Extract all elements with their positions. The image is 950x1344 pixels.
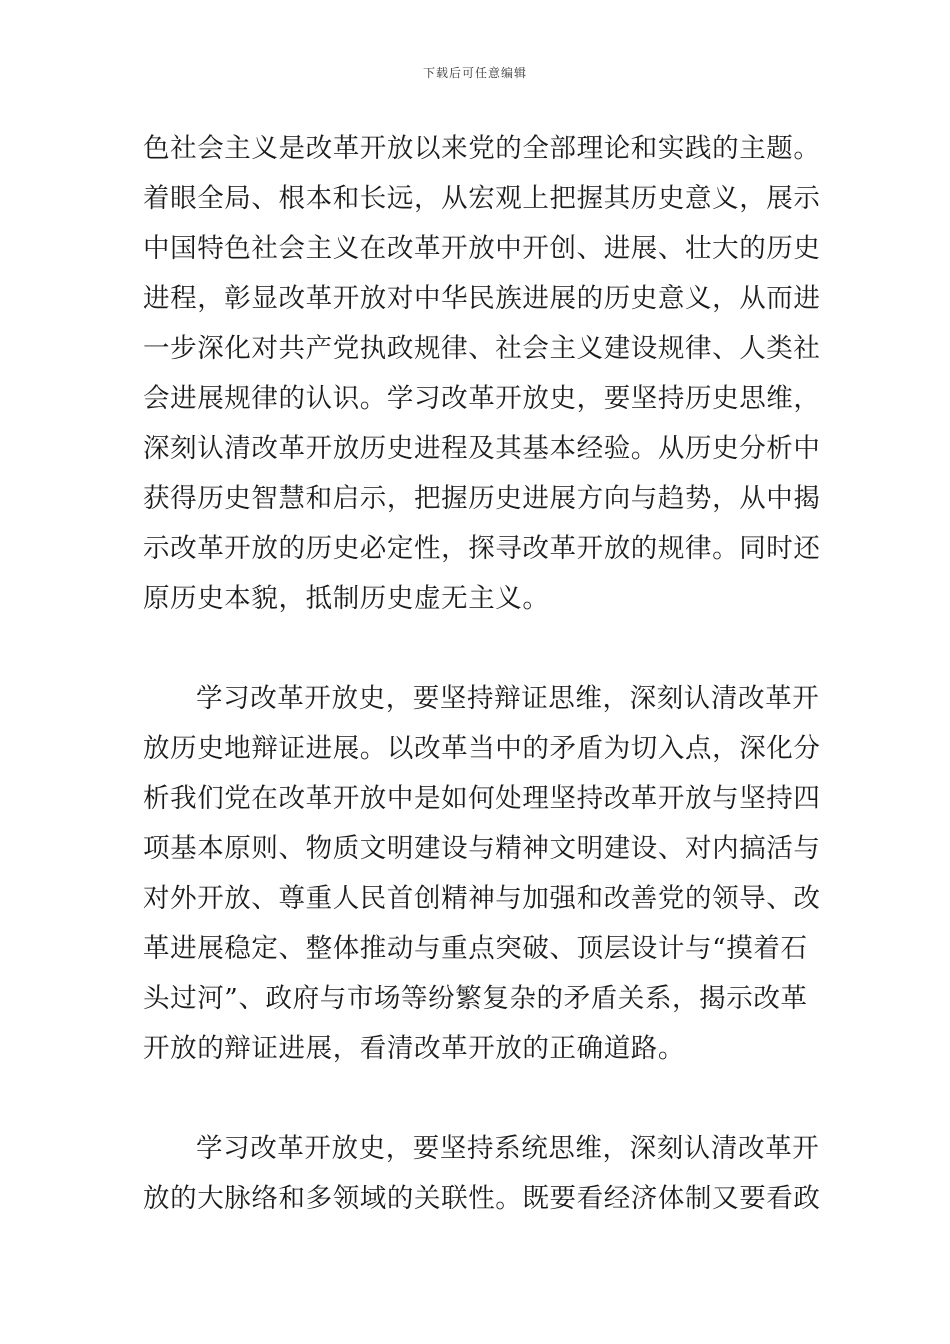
text-line: 会进展规律的认识。学习改革开放史，要坚持历史思维， — [143, 383, 821, 414]
paragraph-3 — [143, 1124, 821, 1224]
text-line: 一步深化对共产党执政规律、社会主义建设规律、人类社 — [143, 333, 821, 364]
text-line: 对外开放、尊重人民首创精神与加强和改善党的领导、改 — [143, 883, 821, 914]
text-line: 示改革开放的历史必定性，探寻改革开放的规律。同时还 — [143, 533, 821, 564]
text-line: 头过河”、政府与市场等纷繁复杂的矛盾关系，揭示改革 — [143, 983, 808, 1014]
paragraph-1 — [143, 124, 821, 624]
header-note: 下载后可任意编辑 — [422, 66, 527, 80]
text-line: 中国特色社会主义在改革开放中开创、进展、壮大的历史 — [143, 233, 821, 264]
text-line: 色社会主义是改革开放以来党的全部理论和实践的主题。 — [143, 133, 821, 164]
text-line: 进程，彰显改革开放对中华民族进展的历史意义，从而进 — [143, 283, 821, 314]
text-line: 深刻认清改革开放历史进程及其基本经验。从历史分析中 — [143, 433, 821, 464]
text-line: 放历史地辩证进展。以改革当中的矛盾为切入点，深化分 — [143, 733, 821, 764]
text-line: 项基本原则、物质文明建设与精神文明建设、对内搞活与 — [143, 833, 821, 864]
text-line: 开放的辩证进展，看清改革开放的正确道路。 — [143, 1033, 685, 1064]
paragraph-gap — [143, 1074, 813, 1124]
text-line: 析我们党在改革开放中是如何处理坚持改革开放与坚持四 — [143, 783, 821, 814]
text-line: 放的大脉络和多领域的关联性。既要看经济体制又要看政 — [143, 1183, 821, 1214]
text-line: 着眼全局、根本和长远，从宏观上把握其历史意义，展示 — [143, 183, 821, 214]
document-body — [143, 124, 821, 1224]
text-line: 学习改革开放史，要坚持辩证思维，深刻认清改革开 — [196, 683, 820, 714]
text-line: 获得历史智慧和启示，把握历史进展方向与趋势，从中揭 — [143, 483, 821, 514]
paragraph-gap — [143, 624, 813, 674]
text-line: 原历史本貌，抵制历史虚无主义。 — [143, 583, 550, 614]
paragraph-2 — [143, 674, 821, 1074]
text-line: 学习改革开放史，要坚持系统思维，深刻认清改革开 — [196, 1133, 820, 1164]
text-line: 革进展稳定、整体推动与重点突破、顶层设计与“摸着石 — [143, 933, 808, 964]
